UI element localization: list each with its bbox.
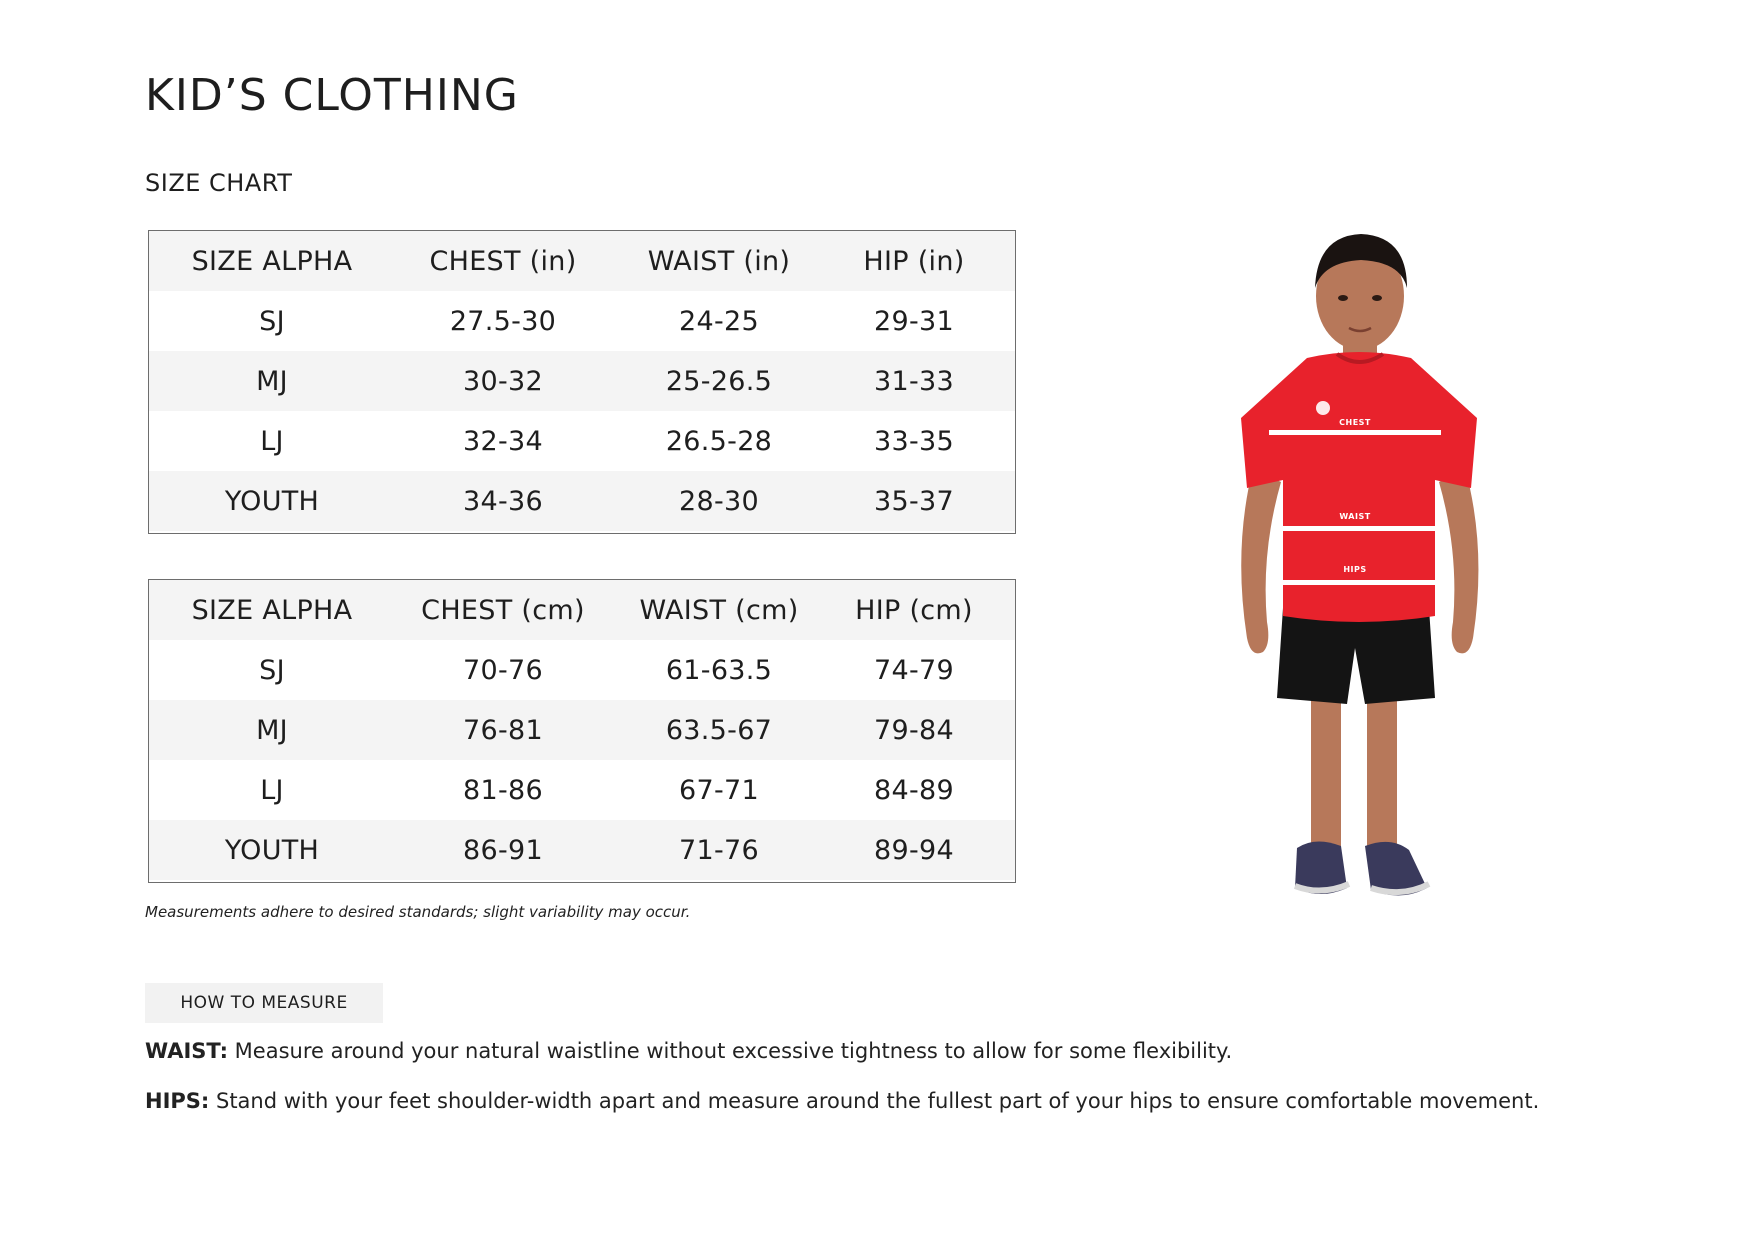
hips-measure-line	[1279, 580, 1437, 585]
hips-label: HIPS	[1343, 565, 1367, 574]
table-cell: 89-94	[874, 834, 954, 866]
table-row	[149, 291, 1015, 351]
table-row	[149, 471, 1015, 531]
column-header: HIP (in)	[863, 245, 965, 277]
table-cell: MJ	[256, 365, 288, 397]
table-header-row	[149, 580, 1015, 640]
table-cell: 81-86	[463, 774, 543, 806]
model-shorts	[1277, 608, 1435, 704]
waist-label: WAIST	[1339, 512, 1371, 521]
table-cell: 25-26.5	[665, 365, 773, 397]
page-title: KID’S CLOTHING	[145, 70, 519, 121]
table-cell: 86-91	[463, 834, 543, 866]
table-row	[149, 700, 1015, 760]
table-cell: 84-89	[874, 774, 954, 806]
hips-instruction	[145, 1086, 1539, 1116]
table-cell: 70-76	[463, 654, 543, 686]
waist-text: Measure around your natural waistline without excessive tightness to allow for some flexibility.	[228, 1039, 1233, 1063]
column-header: CHEST (cm)	[421, 594, 585, 626]
model-left-leg	[1311, 688, 1341, 858]
column-header: HIP (cm)	[855, 594, 973, 626]
column-header: SIZE ALPHA	[191, 245, 353, 277]
table-row	[149, 411, 1015, 471]
model-left-arm	[1241, 468, 1281, 653]
table-cell: SJ	[259, 654, 285, 686]
column-header: WAIST (cm)	[639, 594, 799, 626]
chest-measure-line	[1269, 430, 1441, 435]
table-cell: 30-32	[463, 365, 543, 397]
table-cell: 61-63.5	[665, 654, 773, 686]
table-row	[149, 351, 1015, 411]
table-cell: 74-79	[874, 654, 954, 686]
table-cell: 33-35	[874, 425, 954, 457]
table-cell: SJ	[259, 305, 285, 337]
waist-instruction	[145, 1036, 1232, 1066]
table-cell: MJ	[256, 714, 288, 746]
hips-text: Stand with your feet shoulder-width apart and measure around the fullest part of your hips to ensure comfortable movement.	[209, 1089, 1540, 1113]
table-cell: 71-76	[679, 834, 759, 866]
column-header: WAIST (in)	[647, 245, 791, 277]
table-cell: 34-36	[463, 485, 543, 517]
table-cell: 28-30	[679, 485, 759, 517]
size-table-inches	[148, 230, 1016, 534]
table-cell: 67-71	[679, 774, 759, 806]
table-row	[149, 760, 1015, 820]
model-illustration	[1225, 218, 1495, 938]
shirt-logo-icon	[1316, 401, 1330, 415]
column-header: CHEST (in)	[429, 245, 577, 277]
hips-term: HIPS:	[145, 1089, 210, 1113]
table-cell: 63.5-67	[665, 714, 773, 746]
model-figure	[1225, 218, 1495, 938]
section-subtitle: SIZE CHART	[145, 169, 293, 197]
table-header-row	[149, 231, 1015, 291]
table-cell: 32-34	[463, 425, 543, 457]
size-table-cm	[148, 579, 1016, 883]
table-cell: 24-25	[679, 305, 759, 337]
table-cell: LJ	[260, 774, 284, 806]
table-cell: 26.5-28	[665, 425, 773, 457]
table-cell: LJ	[260, 425, 284, 457]
table-cell: 29-31	[874, 305, 954, 337]
waist-measure-line	[1277, 526, 1435, 531]
table-cell: 31-33	[874, 365, 954, 397]
table-cell: 79-84	[874, 714, 954, 746]
waist-term: WAIST:	[145, 1039, 228, 1063]
table-row	[149, 820, 1015, 880]
table-cell: 76-81	[463, 714, 543, 746]
table-cell: 35-37	[874, 485, 954, 517]
how-to-measure-badge: HOW TO MEASURE	[145, 983, 383, 1023]
model-right-leg	[1367, 688, 1397, 858]
measurement-disclaimer: Measurements adhere to desired standards; slight variability may occur.	[145, 903, 691, 921]
table-cell: YOUTH	[224, 834, 320, 866]
column-header: SIZE ALPHA	[191, 594, 353, 626]
table-cell: YOUTH	[224, 485, 320, 517]
chest-label: CHEST	[1339, 418, 1371, 427]
model-right-arm	[1439, 468, 1478, 653]
table-cell: 27.5-30	[449, 305, 557, 337]
table-row	[149, 640, 1015, 700]
